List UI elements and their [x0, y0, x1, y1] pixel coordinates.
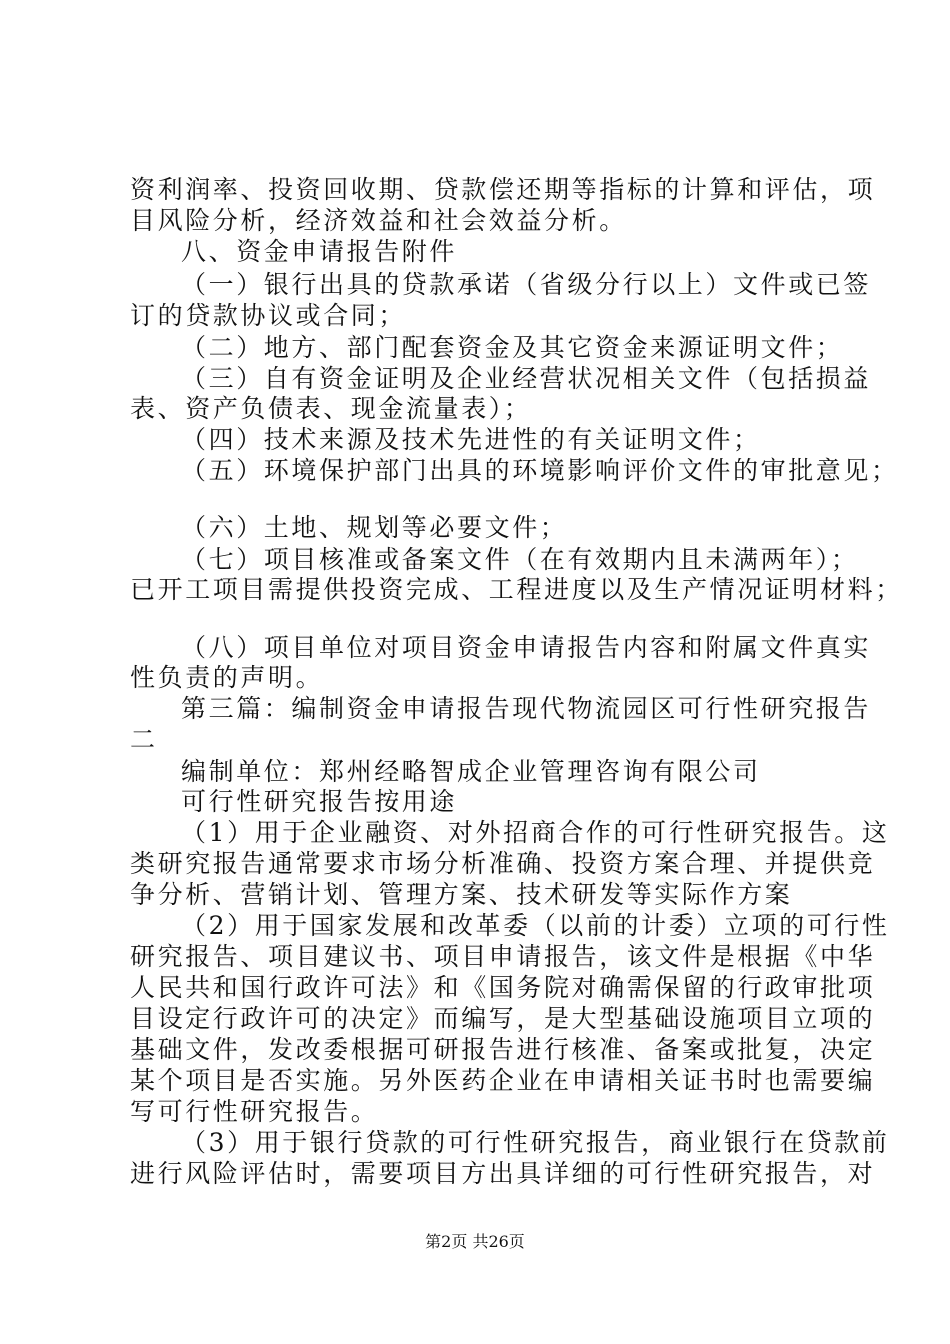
text-line: 基础文件，发改委根据可研报告进行核准、备案或批复，决定	[130, 1035, 876, 1064]
text-line: 性负责的声明。	[130, 663, 324, 692]
text-line: （一）银行出具的贷款承诺（省级分行以上）文件或已签	[181, 270, 872, 299]
text-line: （八）项目单位对项目资金申请报告内容和附属文件真实	[181, 633, 872, 662]
text-line: （七）项目核准或备案文件（在有效期内且未满两年）；	[181, 545, 859, 574]
text-line: 写可行性研究报告。	[130, 1097, 379, 1126]
text-line: （二）地方、部门配套资金及其它资金来源证明文件；	[181, 333, 844, 362]
text-line: （三）自有资金证明及企业经营状况相关文件（包括损益	[181, 364, 872, 393]
chapter-heading: 二	[130, 725, 158, 754]
text-line: （四）技术来源及技术先进性的有关证明文件；	[181, 425, 761, 454]
text-line: 类研究报告通常要求市场分析准确、投资方案合理、并提供竞	[130, 849, 876, 878]
text-line: （五）环境保护部门出具的环境影响评价文件的审批意见；	[181, 456, 899, 485]
page-footer: 第2页 共26页	[425, 1232, 525, 1251]
text-line: （六）土地、规划等必要文件；	[181, 513, 568, 542]
text-line: 订的贷款协议或合同；	[130, 301, 407, 330]
text-line: 目风险分析，经济效益和社会效益分析。	[130, 206, 627, 235]
text-line: 研究报告、项目建议书、项目申请报告，该文件是根据《中华	[130, 942, 876, 971]
text-line: 可行性研究报告按用途	[181, 787, 458, 816]
text-line: 已开工项目需提供投资完成、工程进度以及生产情况证明材料；	[130, 575, 903, 604]
text-line: （1）用于企业融资、对外招商合作的可行性研究报告。这	[181, 818, 890, 847]
text-line: 编制单位：郑州经略智成企业管理咨询有限公司	[181, 757, 761, 786]
text-line: 目设定行政许可的决定》而编写，是大型基础设施项目立项的	[130, 1004, 876, 1033]
text-line: 争分析、营销计划、管理方案、技术研发等实际作方案	[130, 880, 793, 909]
text-line: 人民共和国行政许可法》和《国务院对确需保留的行政审批项	[130, 973, 876, 1002]
text-line: 进行风险评估时，需要项目方出具详细的可行性研究报告，对	[130, 1159, 876, 1188]
text-line: 表、资产负债表、现金流量表）；	[130, 394, 532, 423]
text-line: （2）用于国家发展和改革委（以前的计委）立项的可行性	[181, 911, 890, 940]
text-line: （3）用于银行贷款的可行性研究报告，商业银行在贷款前	[181, 1128, 890, 1157]
chapter-heading: 第三篇：编制资金申请报告现代物流园区可行性研究报告	[181, 694, 872, 723]
text-line: 资利润率、投资回收期、贷款偿还期等指标的计算和评估，项	[130, 175, 876, 204]
text-line: 某个项目是否实施。另外医药企业在申请相关证书时也需要编	[130, 1066, 876, 1095]
section-heading: 八、资金申请报告附件	[181, 237, 458, 266]
